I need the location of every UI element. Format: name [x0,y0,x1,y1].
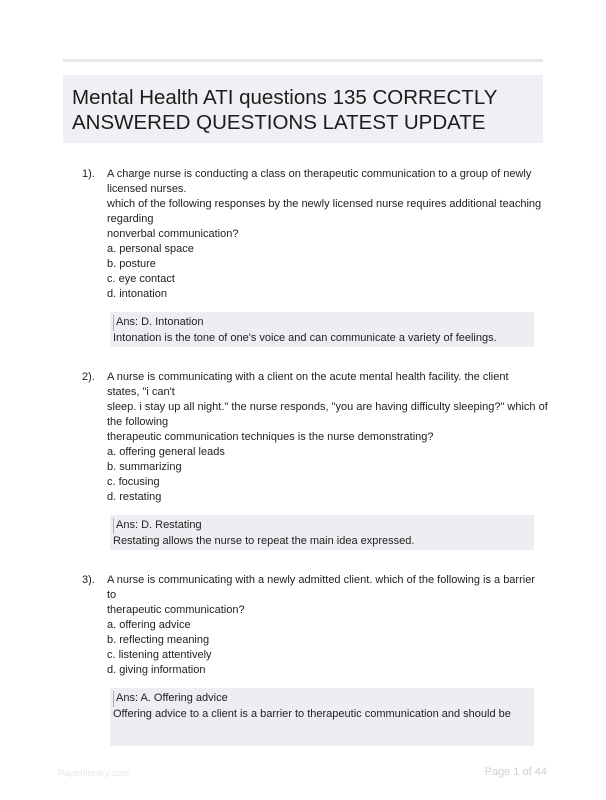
answer-label: Ans: D. Restating [113,518,202,534]
document-title [72,86,543,135]
answer-explanation: Restating allows the nurse to repeat the main idea expressed. [113,534,415,547]
question-line: the following [107,416,169,428]
question-line: nonverbal communication? [107,228,239,240]
option-b: b. reflecting meaning [107,634,210,646]
answer-explanation: Intonation is the tone of one's voice and can communicate a variety of feelings. [113,331,497,344]
question-line: which of the following responses by the newly licensed nurse requires additional teaching [107,198,542,210]
question-line: A nurse is communicating with a newly admitted client. which of the following is a barrier [107,574,535,586]
option-a: a. personal space [107,243,194,255]
question-text [107,573,535,678]
question-line: A charge nurse is conducting a class on therapeutic communication to a group of newly [107,168,532,180]
question-text [107,370,548,505]
option-b: b. posture [107,258,156,270]
option-d: d. intonation [107,288,167,300]
option-a: a. offering advice [107,619,191,631]
question-line: A nurse is communicating with a client on the acute mental health facility. the client [107,371,509,383]
question-line: sleep. i stay up all night." the nurse responds, "you are having difficulty sleeping?" which of [107,401,548,413]
option-c: c. eye contact [107,273,175,285]
question-text [107,167,542,302]
question-line: therapeutic communication techniques is the nurse demonstrating? [107,431,434,443]
page-indicator: Page 1 of 44 [484,766,547,778]
question-number: 1). [82,168,95,180]
question-line: therapeutic communication? [107,604,245,616]
document-title-box [63,75,543,143]
answer-box-2 [110,515,534,550]
option-d: d. giving information [107,664,206,676]
question-number: 3). [82,574,95,586]
answer-label: Ans: D. Intonation [113,315,203,331]
option-d: d. restating [107,491,162,503]
answer-box-1 [110,312,534,347]
title-line-2: ANSWERED QUESTIONS LATEST UPDATE [72,110,486,134]
footer-watermark: Paperlibrary.com [58,768,130,779]
answer-box-3 [110,688,534,746]
option-a: a. offering general leads [107,446,225,458]
title-line-1: Mental Health ATI questions 135 CORRECTLY [72,86,498,109]
question-line: licensed nurses. [107,183,187,195]
answer-label: Ans: A. Offering advice [113,691,228,707]
question-line: to [107,589,117,601]
option-b: b. summarizing [107,461,182,473]
option-c: c. focusing [107,476,160,488]
question-line: regarding [107,213,154,225]
answer-explanation: Offering advice to a client is a barrier to therapeutic communication and should be [113,707,511,720]
question-number: 2). [82,371,95,383]
question-line: states, "i can't [107,386,175,398]
option-c: c. listening attentively [107,649,212,661]
top-divider [63,59,543,62]
